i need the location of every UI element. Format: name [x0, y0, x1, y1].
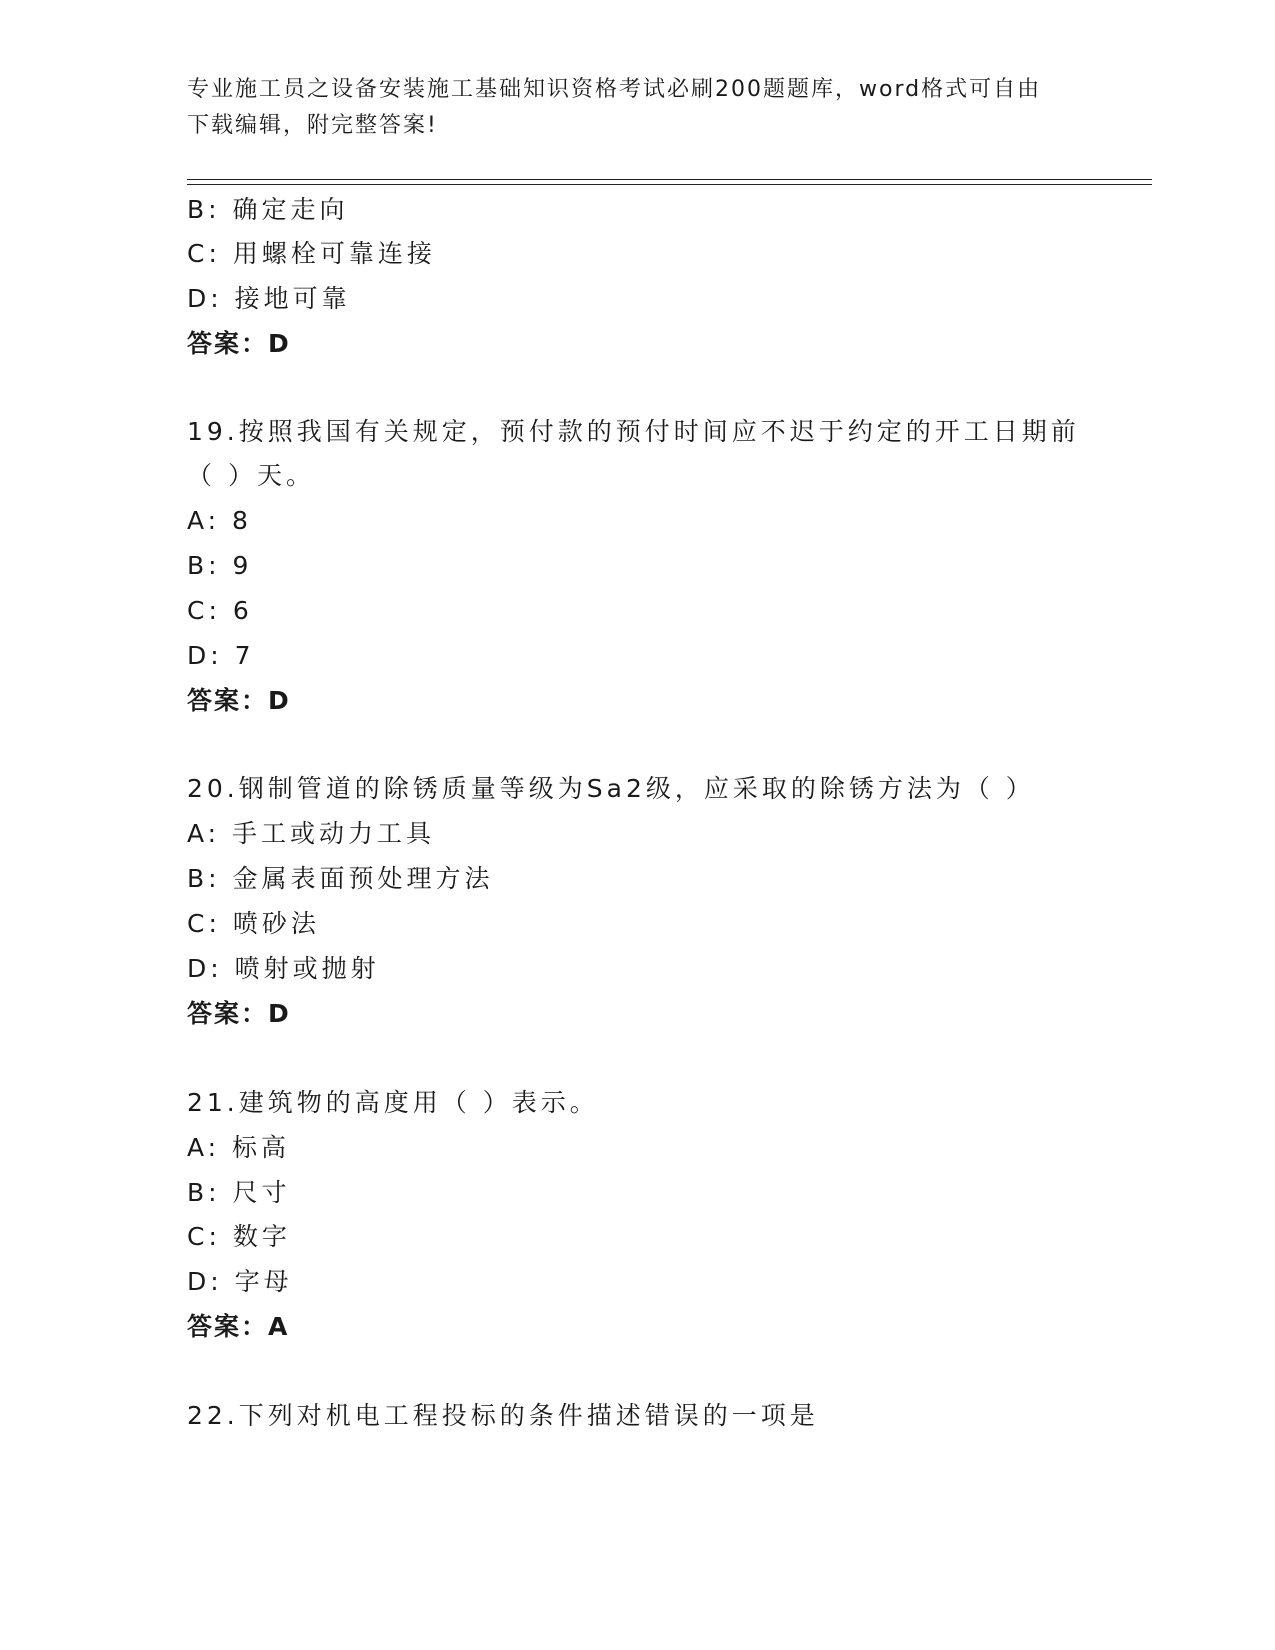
q20-stem: 20.钢制管道的除锈质量等级为Sa2级，应采取的除锈方法为（ ）: [187, 774, 1035, 803]
q19-option-b: B: 9: [187, 551, 253, 580]
q20-option-d: D: 喷射或抛射: [187, 954, 380, 983]
q19-answer: 答案：D: [187, 686, 291, 715]
q20-option-a: A: 手工或动力工具: [187, 819, 436, 848]
q19-stem-line-1: 19.按照我国有关规定，预付款的预付时间应不迟于约定的开工日期前: [187, 417, 1080, 446]
q19-stem-line-2: （ ）天。: [187, 461, 315, 490]
q21-option-c: C: 数字: [187, 1222, 291, 1251]
q21-option-d: D: 字母: [187, 1267, 293, 1296]
header-line-1: 专业施工员之设备安装施工基础知识资格考试必刷200题题库，word格式可自由: [187, 77, 1042, 102]
header-line-2: 下载编辑，附完整答案!: [187, 113, 438, 138]
q20-option-c: C: 喷砂法: [187, 909, 320, 938]
q19-option-a: A: 8: [187, 506, 252, 535]
q21-answer: 答案：A: [187, 1312, 290, 1341]
document-header: [187, 72, 1077, 144]
q19-option-c: C: 6: [187, 596, 253, 625]
q21-stem: 21.建筑物的高度用（ ）表示。: [187, 1088, 599, 1117]
q20-answer: 答案：D: [187, 999, 291, 1028]
q18-option-d: D: 接地可靠: [187, 284, 351, 313]
header-divider-top: [187, 179, 1152, 180]
q22-stem: 22.下列对机电工程投标的条件描述错误的一项是: [187, 1401, 819, 1430]
q21-option-a: A: 标高: [187, 1133, 291, 1162]
q18-answer: 答案：D: [187, 329, 291, 358]
q18-option-c: C: 用螺栓可靠连接: [187, 239, 436, 268]
q18-option-b: B: 确定走向: [187, 195, 349, 224]
header-divider-bottom: [187, 184, 1152, 185]
q20-option-b: B: 金属表面预处理方法: [187, 864, 494, 893]
q21-option-b: B: 尺寸: [187, 1178, 291, 1207]
q19-option-d: D: 7: [187, 641, 255, 670]
